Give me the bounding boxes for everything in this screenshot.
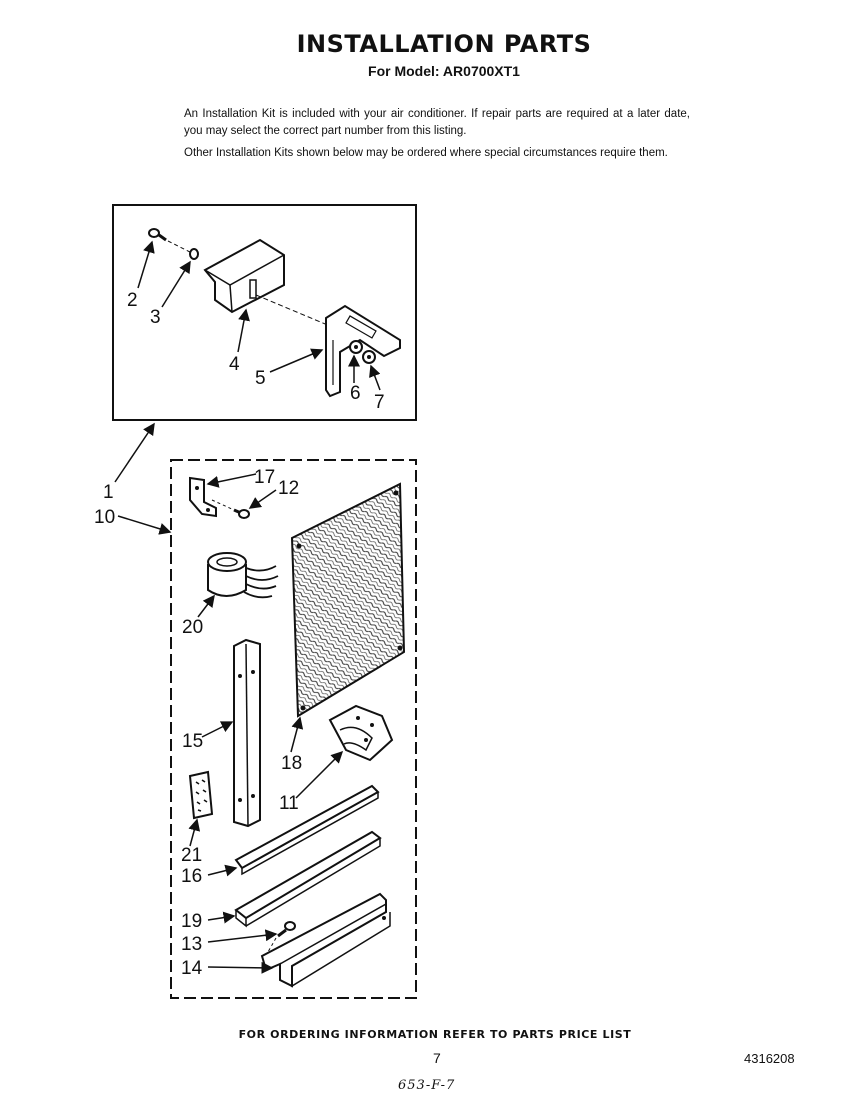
ordering-note: FOR ORDERING INFORMATION REFER TO PARTS PRICE LIST [238,1028,632,1041]
callout-3: 3 [150,307,161,328]
foam-tape-roll-part-20 [208,553,278,597]
callout-12: 12 [278,478,300,499]
nut-part-6 [350,341,362,353]
callout-16: 16 [181,866,203,887]
callout-6: 6 [350,383,361,404]
callout-5: 5 [255,368,266,389]
callout-19: 19 [181,911,203,932]
vertical-channel-part-15 [234,640,260,826]
callout-10: 10 [94,507,116,528]
foam-block-part-21 [190,772,212,818]
washer-part-3 [190,249,198,259]
callout-21: 21 [181,845,203,866]
intro-paragraph-2: Other Installation Kits shown below may be ordered where special circumstances require them. [184,147,668,159]
screw-part-12 [234,510,249,518]
sash-lock-part-11 [330,706,392,760]
callout-2: 2 [127,290,138,311]
screw-part-13 [278,922,295,936]
callout-14: 14 [181,958,203,979]
filler-panel-part-18 [292,484,404,716]
callout-17: 17 [254,467,276,488]
callout-7: 7 [374,392,385,413]
callout-11: 11 [279,793,299,814]
bracket-cover-part-4 [205,240,284,312]
sill-channel-part-14 [262,894,390,986]
page-number: 7 [433,1050,441,1066]
callout-20: 20 [182,617,204,638]
nut-part-7 [363,351,375,363]
callout-4: 4 [229,354,240,375]
model-subtitle: For Model: AR0700XT1 [368,63,520,79]
intro-paragraph-1: An Installation Kit is included with your air conditioner. If repair parts are required at a later date, you may select the correct part number from this listing. [184,108,690,137]
page-title: INSTALLATION PARTS [296,30,592,58]
callout-1: 1 [103,482,114,503]
handwritten-code: 653-F-7 [398,1078,456,1093]
callout-13: 13 [181,934,203,955]
screw-part-2 [149,229,166,240]
callout-15: 15 [182,731,204,752]
callout-18: 18 [281,753,303,774]
angle-bracket-part-5 [326,306,400,396]
document-part-number: 4316208 [744,1051,795,1066]
